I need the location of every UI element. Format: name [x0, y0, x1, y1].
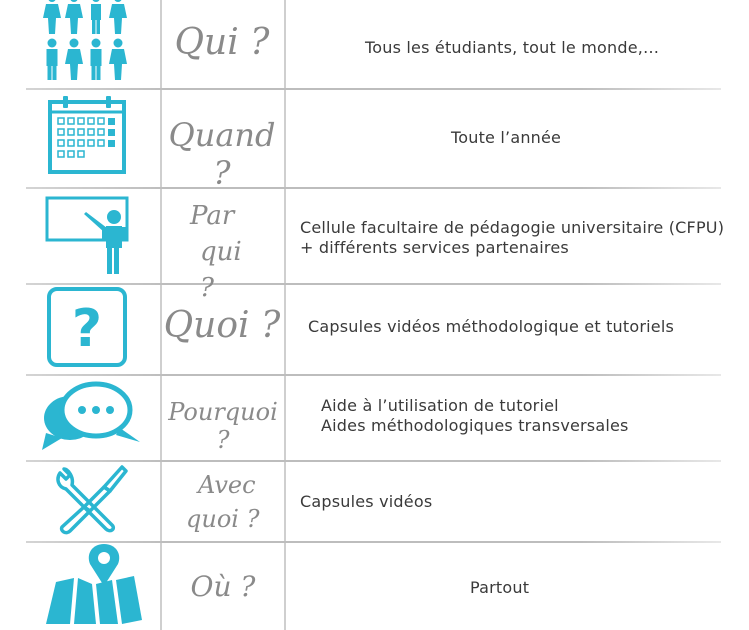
row-divider — [26, 460, 721, 462]
answer-text — [365, 38, 659, 58]
answer-text — [451, 128, 561, 148]
answer-line: + différents services partenaires — [300, 238, 569, 257]
row-divider — [26, 374, 721, 376]
people-icon — [40, 0, 132, 84]
answer-text — [308, 317, 674, 337]
question-line: quoi ? — [186, 505, 260, 533]
question-line: qui ? — [200, 237, 242, 303]
answer-line: Tous les étudiants, tout le monde,… — [365, 38, 660, 57]
question-label — [170, 468, 270, 536]
answer-line: Capsules vidéos — [300, 492, 433, 511]
question-mark-icon — [46, 286, 128, 368]
tools-icon — [50, 463, 130, 539]
map-pin-icon — [44, 544, 144, 628]
calendar-icon — [47, 94, 127, 176]
row-divider — [26, 88, 721, 90]
row-divider — [26, 541, 721, 543]
question-line: Avec — [198, 471, 256, 499]
answer-line: Partout — [470, 578, 530, 597]
answer-line: Aides méthodologiques transversales — [321, 416, 629, 435]
answer-text — [300, 218, 724, 258]
svg-text:?: ? — [71, 299, 103, 359]
row-divider — [26, 187, 721, 189]
column-divider-right — [284, 0, 286, 630]
answer-text — [321, 396, 629, 436]
teacher-board-icon — [44, 195, 132, 277]
question-label: Quoi ? — [163, 305, 281, 346]
answer-text — [300, 492, 432, 512]
answer-line: Capsules vidéos méthodologique et tutoriels — [308, 317, 675, 336]
answer-line: Cellule facultaire de pédagogie universitaire (CFPU) — [300, 218, 725, 237]
answer-line: Aide à l’utilisation de tutoriel — [321, 396, 559, 415]
question-label: Qui ? — [174, 22, 270, 63]
answer-text — [470, 578, 529, 598]
question-label: Quand ? — [168, 116, 276, 192]
answer-line: Toute l’année — [451, 128, 562, 147]
question-line: Par — [190, 201, 235, 231]
question-label: Pourquoi ? — [168, 398, 278, 454]
row-divider — [26, 283, 721, 285]
speech-bubbles-icon — [40, 378, 144, 456]
question-label: Où ? — [190, 570, 256, 603]
question-label — [170, 198, 260, 306]
